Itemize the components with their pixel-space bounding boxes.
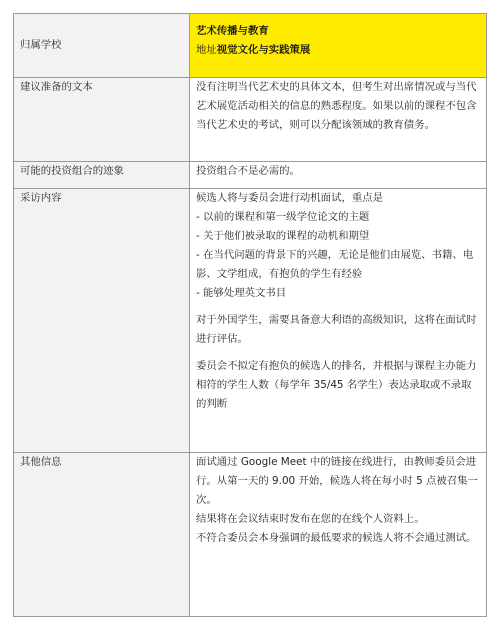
school-name: 艺术传播与教育 — [196, 25, 269, 37]
address-value: 视觉文化与实践策展 — [216, 44, 311, 56]
row-label-school: 归属学校 — [14, 14, 190, 78]
table-row — [14, 14, 487, 78]
row-label-texts: 建议准备的文本 — [14, 78, 190, 162]
school-cell — [190, 14, 487, 78]
address-prefix: 地址 — [196, 44, 217, 56]
row-label-interview: 采访内容 — [14, 189, 190, 453]
school-address — [196, 41, 480, 60]
interview-item: - 在当代问题的背景下的兴趣，无论是他们由展览、书籍、电影、文学组成，有抱负的学生有经验 — [196, 249, 474, 280]
table-row — [14, 189, 487, 453]
interview-item: - 能够处理英文书目 — [196, 287, 287, 299]
interview-intro: 候选人将与委员会进行动机面试，重点是 — [196, 192, 384, 204]
interview-foreign-note: 对于外国学生，需要具备意大利语的高级知识，这将在面试时进行评估。 — [196, 314, 477, 345]
texts-value: 没有注明当代艺术史的具体文本，但考生对出席情况或与当代艺术展览活动相关的信息的熟悉程度。如果以前的课程不包含当代艺术史的考试，则可以分配该领域的教育债务。 — [190, 78, 487, 162]
interview-cell — [190, 189, 487, 453]
other-para: 不符合委员会本身强调的最低要求的候选人将不会通过测试。 — [196, 532, 477, 544]
other-cell — [190, 453, 487, 617]
row-label-portfolio: 可能的投资组合的迹象 — [14, 162, 190, 189]
table-row — [14, 453, 487, 617]
table-row — [14, 162, 487, 189]
info-table — [13, 13, 487, 617]
row-label-other: 其他信息 — [14, 453, 190, 617]
interview-item: - 关于他们被录取的课程的动机和期望 — [196, 230, 370, 242]
other-para: 面试通过 Google Meet 中的链接在线进行，由教师委员会进行。从第一天的 9.00 开始，候选人将在每小时 5 点被召集一次。 — [196, 456, 478, 506]
table-row — [14, 78, 487, 162]
portfolio-value: 投资组合不是必需的。 — [190, 162, 487, 189]
interview-item: - 以前的课程和第一级学位论文的主题 — [196, 211, 370, 223]
other-para: 结果将在会议结束时发布在您的在线个人资料上。 — [196, 513, 425, 525]
interview-ranking-note: 委员会不拟定有抱负的候选人的排名，并根据与课程主办能力相符的学生人数（每学年 35/45 名学生）表达录取或不录取的判断 — [196, 360, 477, 410]
